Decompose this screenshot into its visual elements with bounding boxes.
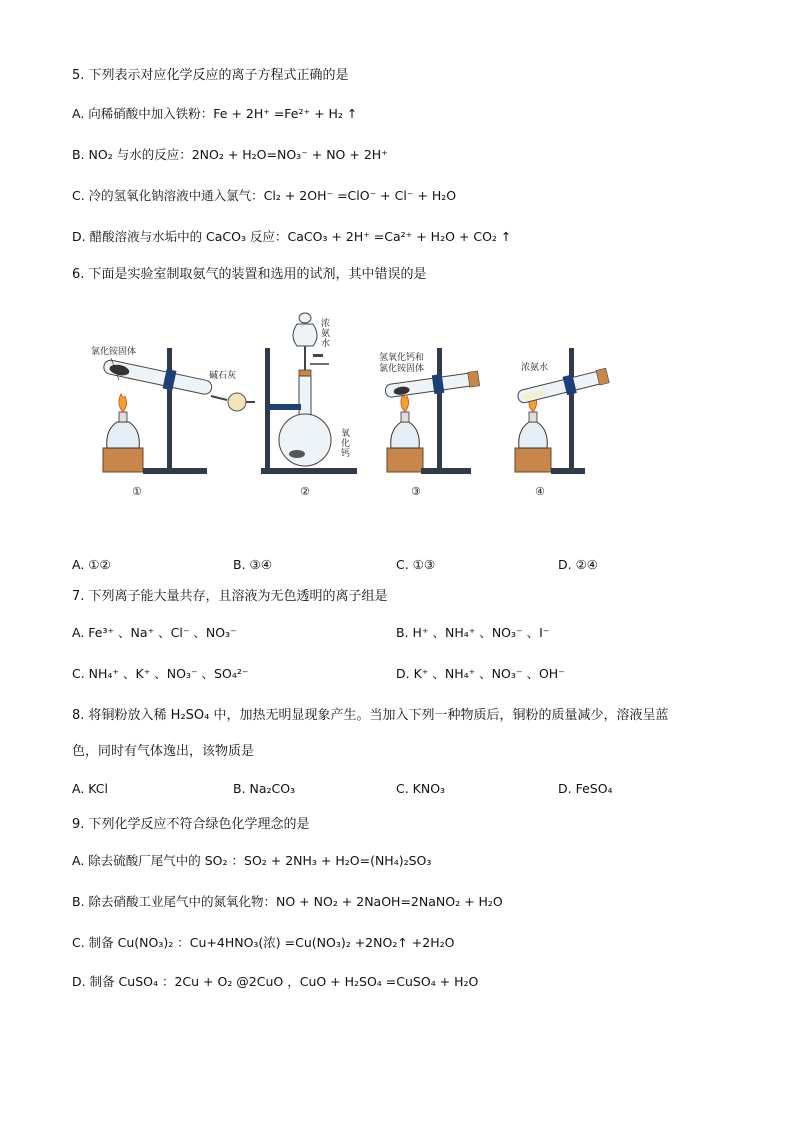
q7-option-d: D. K⁺ 、NH₄⁺ 、NO₃⁻ 、OH⁻ bbox=[396, 666, 565, 681]
q9-stem: 9. 下列化学反应不符合绿色化学理念的是 bbox=[72, 817, 310, 832]
apparatus-4 bbox=[515, 348, 610, 498]
label-number-4: ④ bbox=[535, 485, 545, 498]
q8-stem-line-1: 8. 将铜粉放入稀 H₂SO₄ 中，加热无明显现象产生。当加入下列一种物质后，铜粉的质量减少，溶液呈蓝 bbox=[72, 708, 669, 723]
q7-stem: 7. 下列离子能大量共存，且溶液为无色透明的离子组是 bbox=[72, 589, 388, 604]
q8-option-b: B. Na₂CO₃ bbox=[233, 781, 296, 796]
q8-option-d: D. FeSO₄ bbox=[558, 781, 613, 796]
label-conc-ammonia-2b: 氨 bbox=[321, 329, 331, 339]
label-caoh2-nh4cl-2: 氯化铵固体 bbox=[379, 364, 425, 374]
q9-option-d: D. 制备 CuSO₄ ：2Cu + O₂ @2CuO ，CuO + H₂SO₄ =CuSO₄ + H₂O bbox=[72, 974, 479, 989]
q5-option-c: C. 冷的氢氧化钠溶液中通入氯气：Cl₂ + 2OH⁻ =ClO⁻ + Cl⁻ + H₂O bbox=[72, 188, 457, 203]
label-conc-ammonia-4: 浓氨水 bbox=[521, 363, 549, 373]
label-number-1: ① bbox=[132, 485, 142, 498]
q6-option-d: D. ②④ bbox=[558, 557, 598, 572]
q9-option-a: A. 除去硫酸厂尾气中的 SO₂ ：SO₂ + 2NH₃ + H₂O=(NH₄)₂SO₃ bbox=[72, 853, 432, 868]
apparatus-figure bbox=[85, 308, 645, 508]
label-conc-ammonia-2a: 浓 bbox=[321, 319, 331, 329]
label-number-3: ③ bbox=[411, 485, 421, 498]
q5-option-a: A. 向稀硝酸中加入铁粉：Fe + 2H⁺ =Fe²⁺ + H₂ ↑ bbox=[72, 106, 358, 121]
q6-option-b: B. ③④ bbox=[233, 557, 272, 572]
label-conc-ammonia-2c: 水 bbox=[321, 339, 331, 349]
label-caoh2-nh4cl-1: 氢氧化钙和 bbox=[379, 353, 425, 363]
q6-stem: 6. 下面是实验室制取氨气的装置和选用的试剂，其中错误的是 bbox=[72, 267, 427, 282]
q6-option-a: A. ①② bbox=[72, 557, 111, 572]
label-number-2: ② bbox=[300, 485, 310, 498]
label-nh4cl-solid: 氯化铵固体 bbox=[91, 347, 137, 357]
q5-option-d: D. 醋酸溶液与水垢中的 CaCO₃ 反应：CaCO₃ + 2H⁺ =Ca²⁺ + H₂O + CO₂ ↑ bbox=[72, 229, 512, 244]
label-cao-b: 化 bbox=[341, 439, 351, 449]
q8-option-a: A. KCl bbox=[72, 781, 108, 796]
apparatus-3 bbox=[379, 348, 480, 498]
label-cao-a: 氧 bbox=[341, 429, 351, 439]
q5-option-b: B. NO₂ 与水的反应：2NO₂ + H₂O=NO₃⁻ + NO + 2H⁺ bbox=[72, 147, 388, 162]
q7-option-c: C. NH₄⁺ 、K⁺ 、NO₃⁻ 、SO₄²⁻ bbox=[72, 666, 249, 681]
apparatus-2 bbox=[261, 313, 357, 498]
q8-option-c: C. KNO₃ bbox=[396, 781, 446, 796]
label-cao-c: 钙 bbox=[341, 449, 351, 459]
q5-stem: 5. 下列表示对应化学反应的离子方程式正确的是 bbox=[72, 68, 349, 83]
label-soda-lime: 碱石灰 bbox=[209, 371, 237, 381]
apparatus-1 bbox=[91, 345, 255, 498]
q6-option-c: C. ①③ bbox=[396, 557, 436, 572]
q9-option-c: C. 制备 Cu(NO₃)₂ ：Cu+4HNO₃(浓) =Cu(NO₃)₂ +2NO₂↑ +2H₂O bbox=[72, 935, 455, 950]
q8-stem-line-2: 色，同时有气体逸出，该物质是 bbox=[72, 744, 255, 759]
q9-option-b: B. 除去硝酸工业尾气中的氮氧化物：NO + NO₂ + 2NaOH=2NaNO₂ + H₂O bbox=[72, 894, 503, 909]
q7-option-a: A. Fe³⁺ 、Na⁺ 、Cl⁻ 、NO₃⁻ bbox=[72, 625, 237, 640]
apparatus-svg bbox=[85, 308, 645, 508]
q7-option-b: B. H⁺ 、NH₄⁺ 、NO₃⁻ 、I⁻ bbox=[396, 625, 550, 640]
